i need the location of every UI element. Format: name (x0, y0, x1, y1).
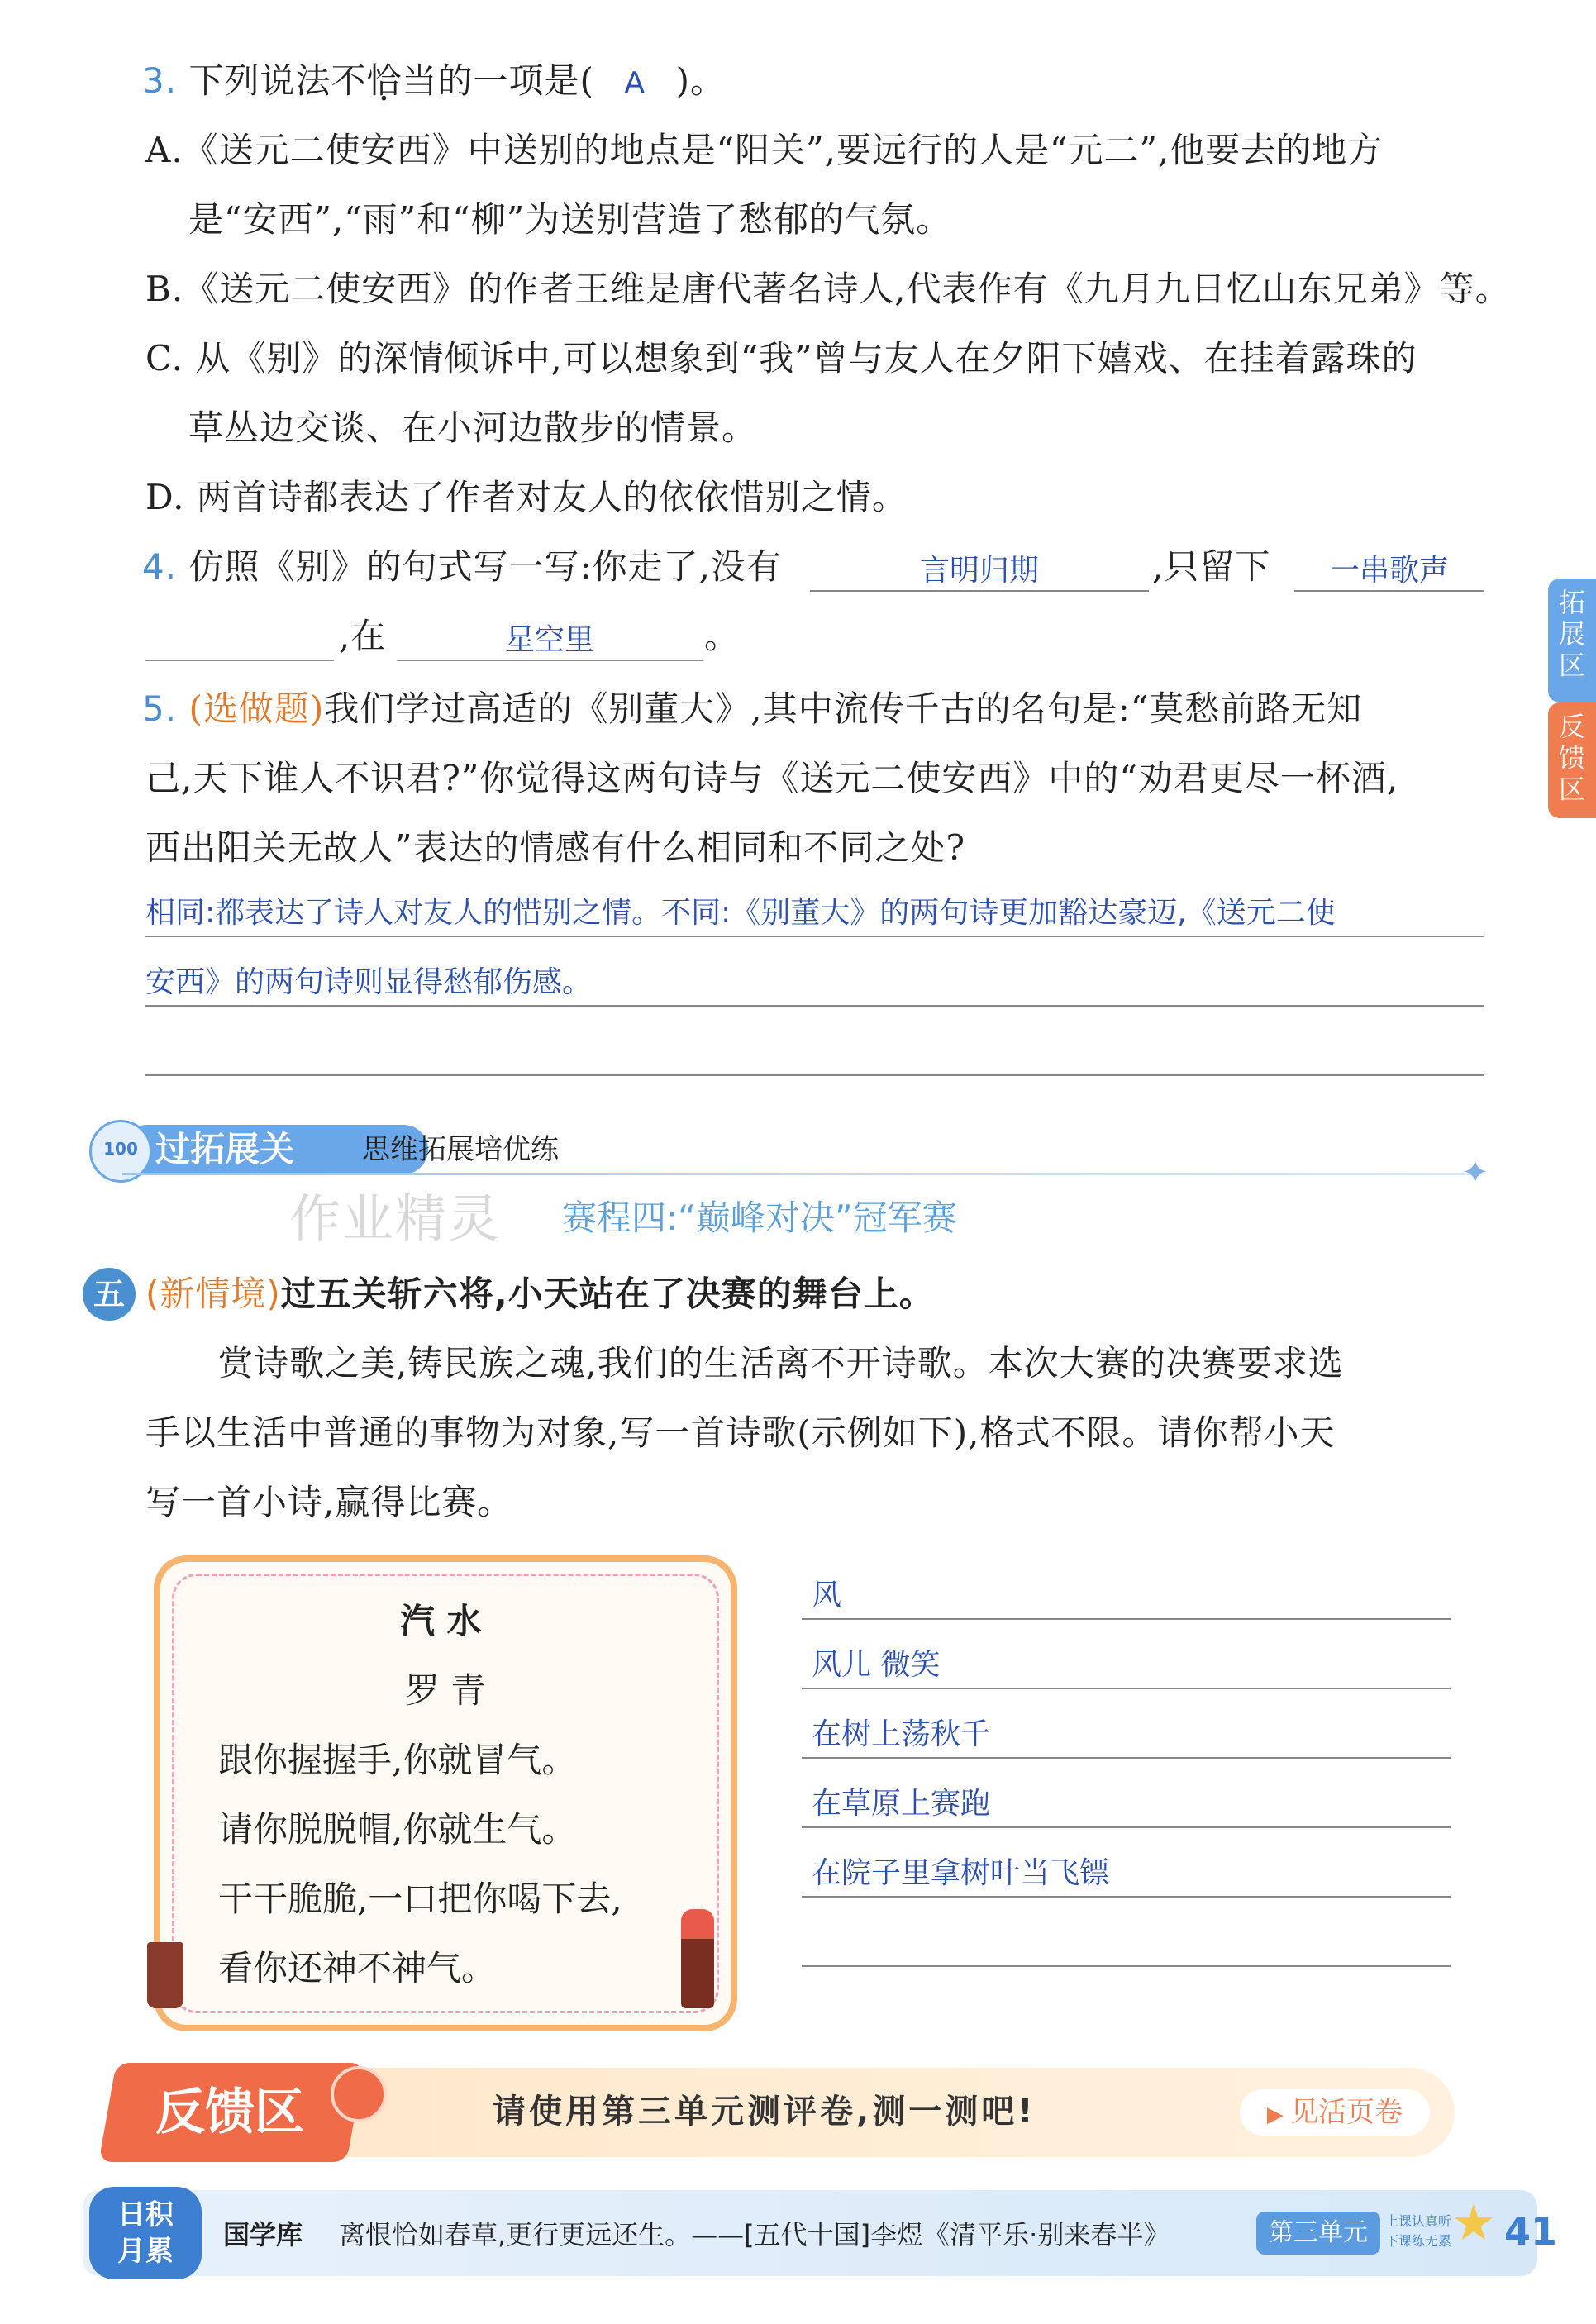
play-icon: ▶ (1266, 2103, 1291, 2127)
write-line-3[interactable] (802, 1757, 1451, 1759)
watermark: 作业精灵 (289, 1188, 502, 1249)
q6-tag: (新情境) (145, 1274, 281, 1314)
q3-option-b: B.《送元二使安西》的作者王维是唐代著名诗人,代表作有《九月九日忆山东兄弟》等。 (145, 269, 1511, 309)
page-number: 41 (1504, 2209, 1558, 2254)
write-line-2[interactable] (802, 1688, 1451, 1689)
banner-badge: 100 (103, 1139, 138, 1159)
poem-line-2: 请你脱脱帽,你就生气。 (218, 1809, 577, 1850)
feedback-button[interactable] (1240, 2089, 1430, 2136)
q6-paragraph-3: 写一首小诗,赢得比赛。 (145, 1482, 513, 1522)
poem-line-4: 看你还神不神气。 (218, 1948, 497, 1988)
q6-paragraph-2: 手以生活中普通的事物为对象,写一首诗歌(示例如下),格式不限。请你帮小天 (145, 1412, 1336, 1453)
footer-unit: 第三单元 (1256, 2212, 1380, 2255)
feedback-button-label: 见活页卷 (1290, 2096, 1403, 2129)
q5-answer-line-3[interactable] (145, 1028, 1484, 1076)
q5-line1 (142, 686, 1362, 732)
q4-text-a: 仿照《别》的句式写一写:你走了,没有 (188, 546, 782, 587)
student-poem-line-5: 在院子里拿树叶当飞镖 (812, 1856, 1110, 1890)
footer-quote: 离恨恰如春草,更行更远还生。——[五代十国]李煜《清平乐·别来春半》 (339, 2219, 1170, 2250)
q5-answer-1: 相同:都表达了诗人对友人的惜别之情。不同:《别董大》的两句诗更加豁达豪迈,《送元二使 (145, 896, 1336, 930)
poem-title: 汽 水 (400, 1601, 482, 1641)
footer-label: 国学库 (223, 2219, 303, 2250)
student-poem-line-1: 风 (812, 1579, 842, 1612)
banner-title: 过拓展关 (155, 1129, 295, 1169)
q4-answer-2: 一串歌声 (1329, 554, 1449, 588)
soda-bottle-icon (681, 1909, 714, 2008)
poem-line-3: 干干脆脆,一口把你喝下去, (218, 1879, 622, 1919)
q3-option-d: D. 两首诗都表达了作者对友人的依依惜别之情。 (145, 477, 908, 517)
q4-answer-3: 星空里 (504, 623, 594, 657)
q3-number: 3. (142, 60, 178, 101)
q3-option-c-line2: 草丛边交谈、在小河边散步的情景。 (188, 407, 758, 448)
side-tab-feedback[interactable] (1548, 702, 1596, 818)
student-poem-line-3: 在树上荡秋千 (812, 1717, 991, 1751)
q3-option-a-line1: A.《送元二使安西》中送别的地点是“阳关”,要远行的人是“元二”,他要去的地方 (145, 130, 1384, 170)
q6-number-badge (83, 1268, 136, 1321)
feedback-mascot-icon (331, 2066, 387, 2122)
sparkle-icon: ✦ (1461, 1154, 1489, 1192)
q4-line1 (142, 544, 782, 590)
q3-emphasis: 不恰当 (331, 60, 438, 101)
q3-option-c-line1: C. 从《别》的深情倾诉中,可以想象到“我”曾与友人在夕阳下嬉戏、在挂着露珠的 (145, 338, 1417, 379)
round-title: 赛程四:“巅峰对决”冠军赛 (562, 1198, 957, 1238)
footer-logo (89, 2187, 202, 2279)
soda-cup-icon (147, 1942, 183, 2008)
q5-tag: (选做题) (188, 688, 325, 729)
q5-line1-text: 我们学过高适的《别董大》,其中流传千古的名句是:“莫愁前路无知 (324, 688, 1363, 729)
student-poem-line-2: 风儿 微笑 (812, 1648, 941, 1682)
feedback-message: 请使用第三单元测评卷,测一测吧! (493, 2093, 1036, 2131)
q4-answer-1: 言明归期 (919, 554, 1039, 588)
q4-blank-2-cont[interactable] (145, 618, 334, 661)
q6-paragraph-1: 赏诗歌之美,铸民族之魂,我们的生活离不开诗歌。本次大赛的决赛要求选 (218, 1343, 1344, 1383)
q5-answer-2: 安西》的两句诗则显得愁郁伤感。 (145, 965, 593, 999)
q5-answer-line-2[interactable] (145, 959, 1484, 1007)
side-tab-feedback-label: 反馈区 (1558, 711, 1585, 805)
write-line-6[interactable] (802, 1965, 1451, 1967)
footer-logo-line1: 日积 (117, 2198, 174, 2231)
q3-stem (142, 58, 726, 107)
q5-number: 5. (142, 688, 178, 729)
q5-answer-line-1[interactable] (145, 889, 1484, 937)
section-banner (89, 1120, 1489, 1192)
q4-number: 4. (142, 546, 178, 587)
q6-number: 五 (93, 1276, 125, 1312)
write-line-4[interactable] (802, 1826, 1451, 1828)
q4-blank-1[interactable] (810, 547, 1149, 592)
q5-line2: 己,天下谁人不识君?”你觉得这两句诗与《送元二使安西》中的“劝君更尽一杯酒, (145, 758, 1399, 798)
student-poem-line-4: 在草原上赛跑 (812, 1787, 991, 1821)
q5-line3: 西出阳关无故人”表达的情感有什么相同和不同之处? (145, 827, 965, 868)
q3-stem-c: 的一项是( (437, 60, 594, 101)
example-poem-card (154, 1555, 737, 2031)
footer-logo-line2: 月累 (117, 2235, 174, 2268)
poem-line-1: 跟你握握手,你就冒气。 (218, 1740, 577, 1780)
q4-text-c: ,在 (339, 616, 387, 656)
q4-text-b: ,只留下 (1152, 546, 1271, 587)
q4-text-d: 。 (704, 616, 741, 656)
side-tab-expansion[interactable] (1548, 579, 1596, 702)
q3-stem-d: )。 (675, 60, 726, 101)
poem-author: 罗 青 (405, 1670, 486, 1711)
star-icon: ★ (1451, 2194, 1496, 2252)
q3-option-a-line2: 是“安西”,“雨”和“柳”为送别营造了愁郁的气氛。 (188, 199, 952, 240)
q3-stem-a: 下列说法 (188, 60, 331, 101)
q6-head (145, 1271, 935, 1317)
write-line-5[interactable] (802, 1896, 1451, 1898)
footer-unit-sub1: 上课认真听 (1385, 2213, 1452, 2229)
banner-divider (122, 1173, 1478, 1175)
side-tab-expansion-label: 拓展区 (1558, 587, 1585, 681)
q6-head-text: 过五关斩六将,小天站在了决赛的舞台上。 (280, 1274, 935, 1314)
write-line-1[interactable] (802, 1618, 1451, 1620)
footer-unit-sub2: 下课练无累 (1385, 2233, 1452, 2249)
q3-answer: A (624, 66, 646, 100)
banner-subtitle: 思维拓展培优练 (362, 1133, 559, 1166)
q4-blank-3[interactable] (397, 617, 703, 661)
feedback-tag: 反馈区 (155, 2084, 304, 2141)
footer-unit-sub (1385, 2212, 1451, 2251)
q4-blank-2[interactable] (1294, 547, 1484, 592)
